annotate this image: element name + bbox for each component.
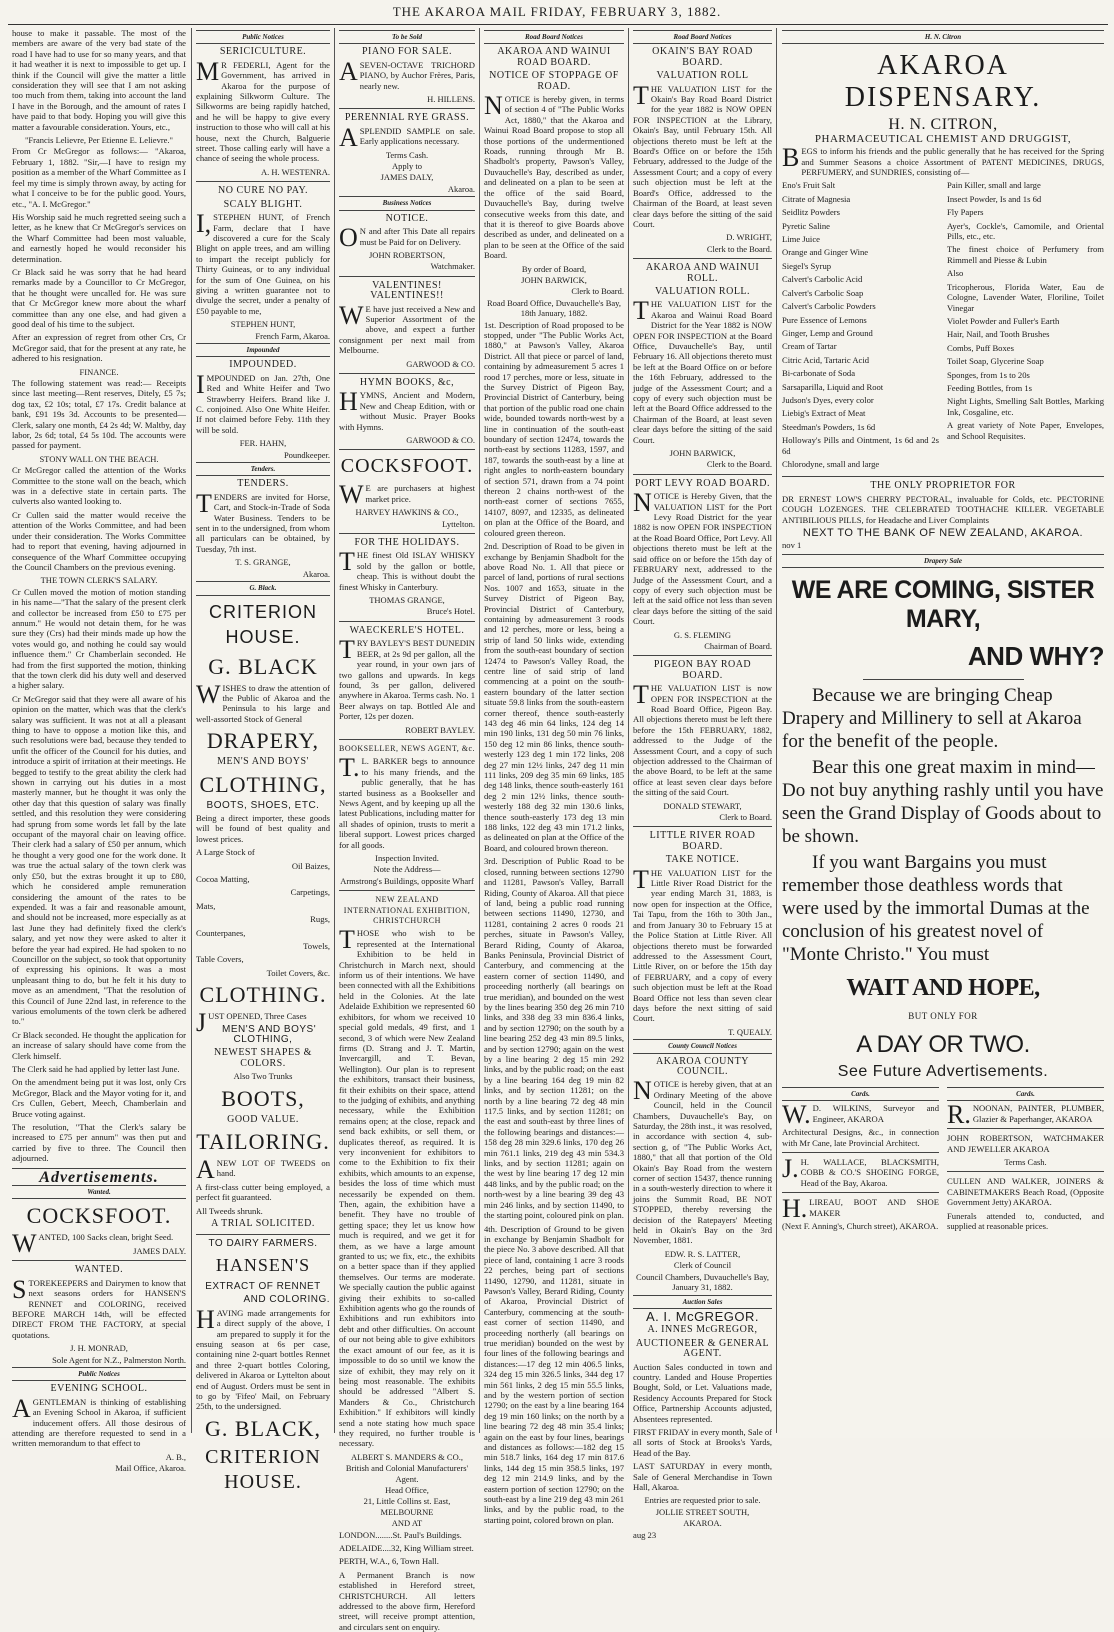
section-label: Road Board Notices (484, 30, 624, 44)
product-item: Combs, Puff Boxes (947, 342, 1014, 353)
stock-item: Towels, (303, 941, 330, 951)
ad-text: LONDON........St. Paul's Buildings. (339, 1529, 462, 1540)
product-list-right (947, 180, 1104, 472)
divider (339, 621, 475, 622)
column-1 (12, 28, 186, 1474)
ad-text: If you want Bargains you must remember those deathless words that were used by the immortal Dumas at the conclusion of his greatest novel of "Monte Christo." You must (782, 852, 1090, 966)
notice-text: Road Board Office, Duvauchelle's Bay, 18th January, 1882. (487, 297, 621, 319)
divider (633, 258, 772, 259)
ad-signature: FER. HAHN, (239, 438, 287, 449)
ad-text: Because we are bringing Cheap Drapery and Millinery to sell at Akaroa for the benefit of the people. (782, 685, 1082, 753)
ad-headline: AKAROA DISPENSARY. (844, 50, 1042, 114)
notice-text: By order of Board, (521, 263, 587, 274)
notice-text: 4th. Description of Ground to be given in exchange by Benjamin Shadbolt for the piece No. 3 above described. All that piece of land, containing 1 acre 3 roods 22 perches, being part of sections 11490, 12790, and 11281, situate in Pawson's Valley, Berard Riding, County of Akaroa, Provincial District of Canterbury, commencing at the south-east corner of section 11490, and proceeding northerly (all bearings on true meridian) bounded on the west by four lines of the following bearings and distances:—17 deg 12 min 406.5 links, 324 deg 15 min 326.5 links, 344 deg 17 min 561 links, 2 deg 15 min 55.5 links, and by the western portion of section 12790; on the east by a line bearing 164 deg 19 min 160 links; on the north by a line bearing 72 deg 48 min 35.4 links; again on the east by four lines, bearings and distances as follows:—182 deg 15 min 518.7 links, 164 deg 17 min 817.6 links, 144 deg 15 min 358.5 links, 197 deg 12 min 214.9 links, and by the eastern portion of section 12790; on the south-east by a line 219 deg 43 min 261 links, and by the public road, to the starting point, colored brown on plan. (484, 1223, 624, 1525)
product-item: Insect Powder, Is and 1s 6d (947, 193, 1042, 204)
ad-text: Also Two Trunks (233, 1071, 293, 1082)
ad-signature: Lyttelton. (442, 518, 475, 529)
ad-heading: BOOKSELLER, NEWS AGENT, &c. (339, 743, 476, 753)
divider (633, 655, 772, 656)
ad-signature: GARWOOD & CO. (406, 435, 475, 445)
ad-headline: COCKSFOOT. (340, 455, 474, 478)
ad-text: Bear this one great maxim in mind—Do not buy anything rashly until you have seen the Grand Display of Goods about to be shown. (782, 757, 1104, 848)
ad-headline: G. BLACK, (205, 1415, 321, 1441)
ad-signature: A. H. WESTENRA. (260, 166, 330, 177)
ad-text: Auction Sales conducted in town and country. Landed and House Properties Bought, Sold, or Let. Valuations made, Residency Accounts Prepared for Stock Office, Partnership Accounts adjusted, Absentees represented. (633, 1361, 772, 1424)
product-item: Steedman's Powders, 1s 6d (782, 421, 876, 432)
ad-heading: EVENING SCHOOL. (50, 1383, 148, 1395)
divider (339, 449, 475, 450)
card: R.NOONAN, PAINTER, PLUMBER, Glazier & Paperhanger, AKAROA (947, 1100, 1104, 1130)
article-paragraph: Cr Cullen said the matter would receive the attention of the Works Committee, and had been under their consideration. The Works Committee had to report that evening, having adjourned in consequence of the Wharf Committee occupying the Council Chambers on the previous evening. (12, 509, 186, 572)
ad-text: WISHES to draw the attention of the Public of Akaroa and the Peninsula to his large and well-assorted Stock of General (196, 679, 330, 724)
stock-item: Carpetings, (290, 887, 330, 898)
ad-heading: EXTRACT OF RENNET (205, 1280, 321, 1292)
ad-heading: NEW ZEALAND INTERNATIONAL EXHIBITION, CHRISTCHURCH (343, 895, 471, 926)
product-item: Ayer's, Cockle's, Camomile, and Oriental Pills, etc., etc. (947, 220, 1104, 242)
ad-heading: FOR THE HOLIDAYS. (354, 537, 460, 549)
column-rule (479, 28, 480, 1433)
notice-heading: VALUATION ROLL (656, 70, 749, 82)
article-paragraph: Cr Black seconded. He thought the application for an increase of salary should have come from the Clerk himself. (12, 1029, 186, 1061)
product-item: Sarsaparilla, Liquid and Root (782, 381, 884, 392)
cards-section (782, 1085, 1104, 1234)
divider (782, 476, 1104, 477)
divider (196, 181, 330, 182)
ad-text: Head Office, (385, 1484, 429, 1495)
ad-text: AND AT (391, 1518, 423, 1529)
divider (633, 826, 772, 827)
notice-text: Council Chambers, Duvauchelle's Bay, January 31, 1882. (636, 1271, 769, 1293)
ad-text: I,STEPHEN HUNT, of French Farm, declare that I have discovered a cure for the Scaly Blight on apple trees, and am willing to impart the receipt publicly for Thirty Guineas, or to any individual for the sum of One Guinea, on his giving a written guarantee not to divulge the secret, under a penalty of £50 payable to me, (196, 209, 330, 316)
card-text: (Next F. Anning's, Church street), AKAROA. (782, 1221, 939, 1232)
ad-headline: CRITERION HOUSE. (209, 601, 317, 647)
product-item: The finest choice of Perfumery from Rimmell and Piesse & Lubin (947, 244, 1104, 265)
product-item: Eno's Fruit Salt (782, 180, 836, 191)
ad-text: ADELAIDE....32, King William street. (339, 1543, 474, 1553)
notice-signature: Clerk to Board. (719, 812, 772, 823)
ad-headline: CRITERION HOUSE. (205, 1445, 321, 1493)
ad-text: TRY BAYLEY'S BEST DUNEDIN BEER, at 2s 9d per gallon, all the year round, in your own jars of two gallons and upwards. In kegs found, 3s per gallon, delivered anywhere in Akaroa. Terms cash. No. 1 Beer always on tap. Bottled Ale and Porter, 12s per dozen. (339, 635, 475, 722)
product-list (782, 180, 1104, 472)
notice-heading: PIGEON BAY ROAD BOARD. (653, 659, 752, 681)
ad-text: AGENTLEMAN is thinking of establishing an Evening School in Akaroa, if sufficient inducement offers. All those desirous of attending are therefore requested to send in a written memorandum to that effect to (12, 1393, 186, 1449)
ad-heading: See Future Advertisements. (837, 1062, 1049, 1080)
subheading: STONY WALL ON THE BEACH. (39, 453, 159, 464)
article-paragraph: Cr McGregor said that they were all aware of his opinion on the matter, which was that the clerk's salary was sufficient. It was not at all a pleasant thing to have to oppose a motion like this, and such resolutions were bad, because they tended to unfit the officer of the Council for his duties, and introduce a spirit of irritation at their meetings. He begged to testify to the great ability the clerk had shown in carrying out his duties in a most masterly manner, but he thought it was only the other day that this question of salary was finally settled, and this resolution they were considering had sprung from some words let fall by the late occupant of the mayoral chair on leaving office. Their clerk had a salary of £50 per annum, which he thought a very good one for the work done. It was true the actual salary of the town clerk was only £50, but the extras brought it up to £80, which he considered ample remuneration considering the amount of the rates to be expended. It was a fair and reasonable amount, and should not be increased, more especially as at last June they had definitely fixed the clerk's salary, and yet now they were asked to alter it before the year had expired. He had spoken to no Councillor on the subject, so took that opportunity of expressing his opinions. It was a most unpleasant thing to do, but he felt it his duty to move as an amendment, "That the resolution of this Council of June 22nd last, in reference to the various emoluments of the town clerk be adhered to." (12, 693, 186, 1027)
stock-item: Rugs, (310, 914, 330, 925)
ad-signature: Mail Office, Akaroa. (115, 1463, 186, 1474)
ad-heading: WAECKERLE'S HOTEL. (349, 624, 465, 636)
ad-text: WANTED, 100 Sacks clean, bright Seed. (12, 1229, 174, 1259)
product-item: Lime Juice (782, 234, 820, 245)
product-item: Toilet Soap, Glycerine Soap (947, 356, 1044, 367)
ad-text: Note the Address— (373, 864, 441, 875)
ad-headline: A. I. McGREGOR. (646, 1308, 759, 1324)
product-item: Pure Essence of Lemons (782, 314, 867, 325)
product-item: Judson's Dyes, every color (782, 394, 874, 405)
notice-heading: VALUATION ROLL. (654, 285, 751, 297)
divider (339, 890, 475, 891)
ad-text: Inspection Invited. (375, 853, 439, 863)
stock-item: Counterpanes, (196, 927, 246, 938)
notice-text: NOTICE is hereby given, in terms of section 4 of "The Public Works Act, 1880," that the Akaroa and Wainui Road Board propose to stop all those portions of the undermentioned Roads, running through Mr B. Shadbolt's property, Pawson's Valley, Duvauchelle's Bay, described as under, and delineated on a plan to be seen at the office of the said Board, Duvauchelle's Bay, during twelve consecutive weeks from this date, and that it is thereof to give Boards above described as under, and delineated on a plan to be seen at the Office of the said Board. (484, 91, 624, 261)
ad-signature: HARVEY HAWKINS & CO., (355, 507, 459, 518)
ad-heading: BOOTS, SHOES, ETC. (206, 799, 320, 811)
ad-text: HAVING made arrangements for a direct supply of the above, I am prepared to supply it for the ensuing season at 6s per case, containing nine 2-quart bottles Rennet and three 2-quart bottles Coloring, delivered in Akaroa or Lyttelton about end of August. Orders must be sent in to go by 'Fifeo' Mail, on February 25th, to the undersigned. (196, 1304, 330, 1412)
ad-headline: DRAPERY, (206, 728, 320, 754)
column-6 (782, 28, 1104, 1433)
cards-left (782, 1085, 939, 1234)
ad-heading: SERICICULTURE. (219, 46, 307, 58)
ad-text: Being a direct importer, these goods will be found of best quality and lowest prices. (196, 812, 330, 844)
ad-signature: Bruce's Hotel. (426, 606, 475, 617)
notice-heading: AKAROA AND WAINUI ROAD BOARD. (497, 46, 611, 68)
ad-text: T.L. BARKER begs to announce to his many friends, and the public generally, that he has started business as a Bookseller and News Agent, and by keeping up all the latest Publications, including matter for all shades of opinion, trusts to merit a liberal support. Lowest prices charged for all goods. (339, 753, 475, 850)
notice-signature: EDW. R. S. LATTER, (664, 1248, 741, 1259)
subheading: THE TOWN CLERK'S SALARY. (40, 575, 158, 586)
ad-signature: GARWOOD & CO. (406, 358, 475, 369)
ad-heading: NO CURE NO PAY. (218, 185, 308, 197)
ad-heading: WANTED. (74, 1264, 124, 1276)
ad-heading: SCALY BLIGHT. (223, 198, 303, 210)
article-paragraph: After an expression of regret from other Crs, Cr McGregor said, that for the present at any rate, he adhered to his resignation. (12, 332, 186, 364)
ad-signature: British and Colonial Manufacturers' Agent. (345, 1463, 469, 1484)
product-item: Chlorodyne, small and large (782, 458, 880, 469)
ad-text: THOSE who wish to be represented at the International Exhibition to be held in Christchurch in March next, should inform us of their intentions. We have been connected with all the Exhibitions held in the Colonies. At the late Adelaide Exhibition we represented 60 exhibitors, for whom we received 10 special gold medals, 49 first, and 1 second, 3 of which were New Zealand firms (D. Strang and J. T. Martin, Invercargill, and T. Bevan, Wellington). Our plan is to represent the exhibitors, transact their business, fit their exhibits on their space, attend to the judging of exhibits, and anything necessary, while the Exhibition remains open; at the close, repack and send back exhibits, or sell them, or duplicates thereof, as required. It is very inconvenient for exhibitors to come to the Exhibition to fix their exhibits, which amounts to an expense, besides the loss of time which must necessarily be expended on them. Then, again, the exhibition have a benefit. They have no trouble of getting space; they let us know how much is required, and we get it for them, as we have a large amount granted to us; we fix, etc., the exhibits on a better space than if they applied themselves. Our terms are moderate. We specially caution the public against giving their exhibits to so-called Exhibition agents who go the rounds of Exhibitions and run exhibitors into debt and other difficulties. On account of our not being able to give exhibitors the exact amount of our fee, as it is impossible to do so until we know the size of exhibit, they may rely on it being most reasonable. The exhibits should be addressed "Albert S. Manders & Co., Christchurch Exhibition." If exhibitors will kindly send a note stating how much space they required, no further trouble is necessary. (339, 925, 475, 1449)
section-label: Public Notices (196, 30, 330, 44)
divider (196, 1234, 330, 1235)
section-label: Public Notices (12, 1367, 186, 1381)
product-item: Bi-carbonate of Soda (782, 368, 856, 379)
product-item: Also (947, 268, 964, 279)
notice-text: NOTICE is Hereby Given, that the VALUATION LIST for the Port Levy Road District for the year 1882 is now OPEN FOR INSPECTION at the Road Board Office, Port Levy. All objections thereto must be left at the said office on or before the 15th day of FEBRUARY next, addressed to the Judge of the Assessment Court, and a copy of every such objection must be left at the said office not less than seven clear days before the sitting of the said Court. (633, 488, 772, 627)
section-label: Business Notices (339, 196, 475, 210)
ad-text: aug 23 (633, 1529, 657, 1540)
product-item: Pain Killer, small and large (947, 180, 1041, 191)
divider (782, 1192, 939, 1193)
article-paragraph: The resolution, "That the Clerk's salary be increased to £75 per annum" was then put and carried by five to three. The Council then adjourned. (12, 1122, 186, 1164)
article-paragraph: The following statement was read:— Receipts since last meeting—Rent reserves, Ditely, £5 7s; dog tax, £2 10s; total, £7 17s. Credit balance at bank, £91 19s 3d. Accounts to be presented—Clerk, salary one month, £4 2s 4d; W. Maltby, day labor, 2s 6d; total, £4 5s 10d. The accounts were passed for payment. (12, 378, 186, 451)
ad-headline: WE ARE COMING, SISTER MARY, (791, 576, 1095, 634)
notice-text: 1st. Description of Road proposed to be stopped, under "The Public Works Act, 1880," at Pawson's Valley, Akaroa District. All that piece or parcel of land, containing by admeasurement 5 acres 1 rood 17 perches, more or less, situate in the Survey District of Pigeon Bay, Provincial District of Canterbury, being that portion of the public road one chain wide, bounded towards north-west by a line in continuation of the south-east boundary of section 12474, towards the north-east by sections 11283, 1597, and 187, towards the south-east by a line at right angles to north-eastern boundary of section 571, drawn from a 74 point thereon 2 chains north-west of the north-east corner of sections 7655, 14107, 8097, and 12335, as delineated on plan at the Office of the Board, and coloured green thereon. (484, 319, 624, 538)
card-text: Architectural Designs, &c., in connection with Mr Cane, late Provincial Architect. (782, 1127, 939, 1148)
ad-heading: A. INNES McGREGOR, (647, 1324, 758, 1336)
notice-signature: JOHN BARWICK, (669, 448, 736, 459)
divider (339, 739, 475, 740)
ad-headline: BOOTS, (221, 1085, 305, 1111)
product-item: Citric Acid, Tartaric Acid (782, 354, 870, 365)
section-label: Road Board Notices (633, 30, 772, 44)
card-text: Terms Cash. (1004, 1157, 1047, 1168)
ad-heading: AND COLORING. (243, 1294, 330, 1306)
product-item: Citrate of Magnesia (782, 193, 851, 204)
section-label: G. Black. (196, 581, 330, 595)
ad-headline: CLOTHING, (199, 771, 327, 797)
ad-signature: Akaroa. (447, 183, 475, 194)
section-label: Cards. (947, 1087, 1104, 1101)
card: J.H. WALLACE, BLACKSMITH, COBB & CO.'S SHOEING FORGE, Head of the Bay, Akaroa. (782, 1154, 939, 1188)
ad-signature: A. B., (165, 1451, 186, 1462)
notice-signature: DONALD STEWART, (663, 800, 742, 811)
product-item: Ginger, Lemp and Ground (782, 327, 873, 338)
product-item: Calvert's Carbolic Powders (782, 301, 876, 312)
ad-text: DR ERNEST LOW'S CHERRY PECTORAL, invaluable for Colds, etc. PECTORINE COUGH LOZENGES. THE CELEBRATED TOOTHACHE KILLER. VEGETABLE ANTIBILIOUS PILLS, for Headache and Liver Complaints (782, 493, 1104, 525)
ad-heading: HYMN BOOKS, &c, (359, 376, 455, 388)
ad-text: JUST OPENED, Three Cases (196, 1008, 307, 1038)
divider (633, 474, 772, 475)
product-item: Fly Papers (947, 207, 984, 218)
signature: "Francis Lelievre, Per Etienne E. Lelievre." (24, 135, 174, 146)
column-4 (484, 28, 624, 1525)
ad-signature: Akaroa. (302, 568, 330, 579)
product-item: Cream of Tartar (782, 341, 837, 352)
ad-heading: NOTICE. (385, 212, 429, 224)
ad-heading: TENDERS. (237, 478, 289, 490)
notice-text: THE VALUATION LIST is now OPEN FOR INSPECTION at the Road Board Office, Pigeon Bay. All objections thereto must be left there before the 15th FEBRUARY, 1882, addressed to the Judge of the Assessment Court, and a copy of such objection addressed to the Chairman of the above Board, to be left at the same office at least seven clear days before the sitting of the said Court. (633, 680, 772, 798)
divider (339, 533, 475, 534)
article-paragraph: Cr Black said he was sorry that he had heard remarks made by a Councillor to Cr McGregor, that he thought were uncalled for. He was sure that Cr McGregor knew more about the wharf committee than any one else, and had given a good deal of his time to the subject. (12, 266, 186, 329)
ad-text: A first-class cutter being employed, a perfect fit guaranteed. (196, 1181, 330, 1203)
advertisements-heading: Advertisements. (39, 1168, 159, 1186)
notice-signature: Clerk to the Board. (706, 243, 772, 254)
ad-text: LAST SATURDAY in every month, Sale of General Merchandise in Town Hall, Akaroa. (633, 1461, 772, 1492)
card: H.LIREAU, BOOT AND SHOE MAKER (782, 1194, 939, 1224)
ad-heading: A TRIAL SOLICITED. (211, 1218, 315, 1230)
column-rule (191, 28, 192, 1433)
notice-heading: LITTLE RIVER ROAD BOARD. (649, 830, 756, 852)
ad-heading: PHARMACEUTICAL CHEMIST AND DRUGGIST, (814, 132, 1072, 145)
ad-heading: MEN'S AND BOYS' (217, 756, 309, 768)
ad-text: PERTH, W.A., 6, Town Hall. (339, 1556, 439, 1567)
ad-text: ANEW LOT OF TWEEDS on hand. (196, 1155, 330, 1185)
divider (12, 1260, 186, 1261)
stock-item: Cocoa Matting, (196, 873, 250, 884)
ad-text: TENDERS are invited for Horse, Cart, and Stock-in-Trade of Soda Water Business. Tenders to be sent in to the undersigned, from whom all particulars can be obtained, by Tuesday, 7th inst. (196, 488, 330, 554)
product-item: Siegel's Syrup (782, 260, 832, 271)
product-item: Hair, Nail, and Tooth Brushes (947, 329, 1050, 340)
ad-signature: JAMES DALY, (380, 172, 434, 183)
column-rule (334, 28, 335, 1433)
notice-text: 3rd. Description of Public Road to be closed, running between sections 12790 and 11281, Pawson's Valley, Barrall Riding, County of Akaroa. All that piece of land, being a public road running between sections 11490, 12730, and 11281, containing 2 acres 0 roods 21 perches, situate in Pawson's Valley, Berard Riding, County of Akaroa, Banks Peninsula, Provincial District of Canterbury, and commencing at the eastern corner of section 11490, and proceeding northerly (all bearings on true meridian), and bounded on the west by the lines bearing 350 deg 26 min 710 links, and 338 deg 33 min 836.4 links, and by section 12790; on the south by a line bearing 252 deg 43 min 89.5 links, and by section 12790; again on the west by a line bearing 2 deg 15 min 292 links, and by the public road; on the east by a line bearing 164 deg 19 min 82 links, and by section 11281; on the north by a line bearing 72 deg 48 min 117.5 links, and by section 11281; on the east and south-east by three lines of the following bearings and distances:—158 deg 28 min 329.6 links, 170 deg 26 min 761.1 links, 219 deg 43 min 534.3 links, and by section 11281; again on the west by line bearing 17 deg 12 min 448 links, and by the public road; on the north-west by a line bearing 39 deg 43 min 246 links, and by section 11490, to the starting point, coloured pink on plan. (484, 856, 624, 1221)
article-paragraph: On the amendment being put it was lost, only Crs McGregor, Black and the Mayor voting for it, and Crs Cullen, Gebert, Meech, Chamberlain and Bruce voting against. (12, 1077, 186, 1119)
ad-heading: VALENTINES! VALENTINES!! (370, 279, 444, 302)
ad-headline: G. BLACK (208, 653, 318, 679)
notice-heading: OKAIN'S BAY ROAD BOARD. (652, 46, 753, 68)
product-item: Sponges, from 1s to 20s (947, 369, 1030, 380)
stock-item: Mats, (196, 900, 216, 911)
ad-text: AKAROA. (683, 1518, 722, 1529)
article-paragraph: house to make it passable. The most of the members are aware of the very bad state of the road I have had to use for so many years, and that it had weather it is next to impossible to get up. I think if the Council will give the matter a little consideration they will see that I am not asking too much from them, taking into account the land I have in the Borough, and the amount of rates I have paid to that body. Hoping you will give this matter a favourable consideration. Yours, etc., (12, 28, 186, 132)
section-label: County Council Notices (633, 1039, 772, 1053)
article-paragraph: From Cr McGregor as follows:— "Akaroa, February 1, 1882. "Sir,—I have to resign my position as a member of the Wharf Committee as I feel my time is simply thrown away, by acting for what I conceive to be for the public good. Yours, etc., "A. I. McGregor." (12, 146, 186, 209)
masthead: THE AKAROA MAIL FRIDAY, FEBRUARY 3, 1882. (392, 4, 722, 19)
stock-item: Oil Baizes, (291, 860, 330, 871)
divider (339, 108, 475, 109)
top-rule (8, 24, 1108, 25)
section-label: Cards. (782, 1087, 939, 1101)
ad-text: nov 1 (782, 540, 802, 551)
notice-text: THE VALUATION LIST for the Okain's Bay Road Board District for the year 1882 is NOW OPEN FOR INSPECTION at the Library, Okain's Bay, until February 15th. All objections thereto must be left at the Board's Office on or before the 15th February, addressed to the Judge of the Assessment Court; and a copy of every such objection must be left at the Board's Office, addressed to the Chairman of the Board, at least seven clear days before the sitting of the said Court. (633, 80, 772, 229)
product-item: Feeding Bottles, from 1s (947, 382, 1032, 393)
ad-text: All Tweeds shrunk. (196, 1205, 263, 1216)
ad-text: A Permanent Branch is now established in Hereford street, CHRISTCHURCH. All letters addressed to the above firm, Hereford street, will receive prompt attention, and circulars sent on enquiry. (339, 1569, 475, 1632)
ad-text: Entries are requested prior to sale. (644, 1495, 761, 1506)
ad-text: Apply to (392, 161, 422, 172)
notice-heading: NOTICE OF STOPPAGE OF ROAD. (489, 70, 619, 92)
ad-heading: H. N. CITRON, (888, 116, 998, 134)
notice-signature: T. QUEALY. (728, 1026, 772, 1037)
notice-signature: Clerk to the Board. (706, 459, 772, 470)
ad-text: Terms Cash. (385, 149, 429, 160)
notice-signature: JOHN BARWICK, (521, 274, 587, 285)
product-item: Violet Powder and Fuller's Earth (947, 315, 1060, 326)
ad-heading: AUCTIONEER & GENERAL AGENT. (635, 1337, 770, 1360)
notice-signature: Clerk of Council (673, 1260, 732, 1271)
ad-signature: Poundkeeper. (283, 449, 330, 460)
ad-text: BEGS to inform his friends and the public generally that he has received for the Spring and Summer Seasons a choice Assortment of PATENT MEDICINES, DRUGS, PERFUMERY, and SUNDRIES, consisting of— (782, 143, 1104, 178)
ad-text: MR FEDERLI, Agent for the Government, has arrived in Akaroa for the purpose of explaining Silkworm Culture. The Silkworms are being rapidly hatched, and he will be happy to give every instruction to those who will call at his house, next the Church, Balguerie street. Those calling early will have a chance of seeing the whole process. (196, 56, 330, 164)
ad-signature: STEPHEN HUNT, (230, 319, 296, 330)
product-item: Orange and Ginger Wine (782, 247, 869, 258)
column-2 (196, 28, 330, 1493)
ad-text: WE are purchasers at highest market price. (339, 480, 475, 510)
divider (339, 276, 475, 277)
card: W.D. WILKINS, Surveyor and Engineer, AKAROA (782, 1100, 939, 1130)
ad-heading: NEWEST SHAPES & COLORS. (214, 1047, 312, 1069)
ad-signature: JAMES DALY. (133, 1245, 186, 1256)
ad-text: ON and after This Date all repairs must be Paid for on Delivery. (339, 223, 475, 253)
notice-heading: AKAROA COUNTY COUNCIL. (656, 1055, 749, 1077)
product-item: Calvert's Carbolic Soap (782, 287, 864, 298)
ad-heading: PIANO FOR SALE. (361, 46, 452, 58)
ad-headline: WAIT AND HOPE, (846, 975, 1040, 1002)
ad-heading: PERENNIAL RYE GRASS. (344, 112, 470, 124)
section-label: Drapery Sale (782, 554, 1104, 568)
product-item: Liebig's Extract of Meat (782, 408, 866, 419)
ad-signature: H. HILLENS. (427, 94, 475, 105)
divider (947, 1171, 1104, 1172)
ad-signature: French Farm, Akaroa. (255, 330, 330, 341)
ad-text: JOLLIE STREET SOUTH, (655, 1506, 750, 1517)
cards-right (947, 1085, 1104, 1234)
column-rule (628, 28, 629, 1433)
stock-item: Table Covers, (196, 954, 244, 965)
article-paragraph: Cr Cullen moved the motion of motion standing in his name—"That the salary of the present clerk and collector be increased from £50 to £75 per annum." He would not detain them, for he was sure they (Crs) had their minds made up how the votes would go, and nothing he could say would influence them." Cr Chamberlain seconded. He had from the first supported the motion, thinking that the town clerk did his duty well and deserved a higher salary. (12, 586, 186, 691)
article-paragraph: Cr McGregor called the attention of the Works Committee to the stone wall on the beach, which was in a defective state in certain parts. The culverts also wanted looking to. (12, 465, 186, 507)
ad-headline: TAILORING. (196, 1129, 330, 1155)
article-paragraph: His Worship said he much regretted seeing such a letter, as he knew that Cr McGregor's services on the Wharf Committee had been most valuable, and earnestly hoped he would reconsider his determination. (12, 211, 186, 264)
notice-heading: TAKE NOTICE. (665, 854, 740, 866)
product-list-left (782, 180, 939, 472)
ad-text: IMPOUNDED on Jan. 27th, One Red and White Heifer and Two Strawberry Heifers. Brand like J. C. conjoined. Also One White Heifer. If not claimed before Feby. 11th they will be sold. (196, 369, 330, 435)
subheading: FINANCE. (79, 366, 119, 377)
ad-text: STOREKEEPERS and Dairymen to know that next seasons orders for HANSEN'S RENNET and COLORING, received BEFORE MARCH 14th, will be effected DIRECT FROM THE FACTORY, at special quotations. (12, 1274, 186, 1340)
ad-text: Armstrong's Buildings, opposite Wharf (340, 875, 474, 886)
product-item: Seidlitz Powders (782, 207, 841, 218)
ad-text: 21, Little Collins st. East, MELBOURNE (363, 1496, 451, 1517)
ad-text: THE finest Old ISLAY WHISKY sold by the gallon or bottle, cheap. This is without doubt the finest Whisky in Canterbury. (339, 547, 475, 592)
card: CULLEN AND WALKER, JOINERS & CABINETMAKERS Beach Road, (Opposite Government Jetty) AKAROA. (947, 1176, 1104, 1208)
product-item: Pyretic Saline (782, 220, 830, 231)
divider (339, 373, 475, 374)
section-label: Wanted. (12, 1185, 186, 1199)
card: JOHN ROBERTSON, WATCHMAKER AND JEWELLER AKAROA (947, 1133, 1104, 1154)
section-label: Impounded (196, 343, 330, 357)
ad-text: WE have just received a New and Superior Assortment of the above, and expect a further consignment per next mail from Melbourne. (339, 300, 475, 356)
card-text: Funerals attended to, conducted, and supplied at reasonable prices. (947, 1210, 1104, 1232)
ad-signature: Sole Agent for N.Z., Palmerston North. (52, 1354, 186, 1365)
column-5 (633, 28, 772, 1540)
product-item: Tricopherous, Florida Water, Eau de Cologne, Lavender Water, Floriline, Toilet Vinegar (947, 281, 1104, 313)
notice-signature: D. WRIGHT, (726, 232, 772, 243)
ad-headline: COCKSFOOT. (26, 1203, 172, 1229)
divider (863, 679, 1024, 680)
ad-signature: T. S. GRANGE, (235, 557, 291, 568)
column-rule (776, 28, 777, 1433)
section-label: Tenders. (196, 462, 330, 476)
ad-signature: J. H. MONRAD, (70, 1343, 128, 1354)
section-label: H. N. Citron (782, 30, 1104, 44)
column-3 (339, 28, 476, 1632)
ad-heading: BUT ONLY FOR (908, 1011, 978, 1022)
ad-signature: Watchmaker. (430, 261, 475, 272)
ad-headline: CLOTHING. (199, 982, 327, 1008)
divider (782, 1152, 939, 1153)
notice-text: THE VALUATION LIST for the Akaroa and Wainui Road Board District for the Year 1882 is NOW OPEN FOR INSPECTION at the Board Office, Duvauchelle's Bay, until February 16. All objections thereto must be left at the Board Office on or before the 16th February, addressed to the judge of the Assessment Court; and a copy of every such objection must be left at the Board Office addressed to the Chairman of the Board, at least seven clear days before the sitting of the said Court. (633, 296, 772, 445)
notice-text: THE VALUATION LIST for the Little River Road District for the year ending March 31, 1883, is now open for inspection at the Office, Tai Tapu, from the 16th to 30th Jan., and from January 30 to February 15 at the Police Station at Little River. All objections thereto must be forwarded addressed to the Assessment Court, Little River, on or before the 15th day of FEBRUARY, and a copy of every such objection must be left at the Road Board Office not less than seven clear days before the next sitting of said Court. (633, 864, 772, 1024)
product-item: Calvert's Carbolic Acid (782, 274, 863, 285)
ad-headline: HANSEN'S (215, 1254, 311, 1275)
section-label: Auction Sales (633, 1295, 772, 1309)
ad-text: FIRST FRIDAY in every month, Sale of all sorts of Stock at Brooks's Yards, Head of the Bay. (633, 1426, 772, 1458)
notice-text: NOTICE is hereby given, that at an Ordinary Meeting of the above Council, held in the Council Chambers, Duvauchelle's Bay, on Saturday, the 28th inst., it was resolved, in accordance with section 4, sub-section g, of "The Public Works Act, 1880," that all that portion of the Old Okain's Bay Road from the western corner of section 15437, thence running in a south-westerly direction to where it joins the Summit Road, BE NOT STOPPED, thereby reversing the decision of the Ratepayers' Meeting held in Okain's Bay on the 3rd November, 1881. (633, 1076, 772, 1246)
stock-item: Toilet Covers, &c. (266, 967, 330, 978)
section-label: To be Sold (339, 30, 475, 44)
ad-heading: MEN'S AND BOYS' CLOTHING, (222, 1023, 317, 1046)
ad-signature: ROBERT BAYLEY. (405, 724, 475, 735)
notice-signature: G. S. FLEMING (673, 629, 732, 640)
ad-headline: AND WHY? (967, 641, 1104, 672)
product-item: A great variety of Note Paper, Envelopes, and School Requisites. (947, 420, 1104, 441)
ad-heading: IMPOUNDED. (229, 359, 297, 371)
ad-signature: ALBERT S. MANDERS & CO., (351, 1451, 463, 1462)
notice-text: 2nd. Description of Road to be given in exchange by Benjamin Shadbolt for the above Road No. 1. All that piece or parcel of land, portions of rural sections Nos. 1007 and 1653, situate in the Survey District of Pigeon Bay, Provincial District of Canterbury, containing by admeasurement 3 roods and 12 perches, more or less, being a strip of land 50 links wide, extending from the south-east boundary of section 12474 to Pawson's Valley Road, the centre line of said strip of land commencing at a point on the south-eastern boundary of the latter section situate 59.8 links from the south-eastern corner thereof, thence south-easterly 143 deg 46 min 64 links, 124 deg 14 min 190 links, 131 deg 50 min 76 links, 150 deg 12 min 86 links, thence south-westerly 123 deg 1 min 172 links, 208 deg 27 min 12½ links, 247 deg 11 min 111 links, 209 deg 35 min 69 links, 185 deg 148 links, thence south-easterly 161 deg 2 min 12½ links, thence south-westerly 188 deg 32 min 130.6 links, thence south-easterly 173 deg 13 min 188 links, 122 deg 43 min 171.2 links, as delineated on plan at the Office of the Board, and coloured brown thereon. (484, 541, 624, 853)
notice-heading: AKAROA AND WAINUI ROLL. (645, 262, 760, 284)
ad-text: ASEVEN-OCTAVE TRICHORD PIANO, by Auchor Frères, Paris, nearly new. (339, 56, 475, 91)
product-item: Holloway's Pills and Ointment, 1s 6d and 2s 6d (782, 435, 939, 456)
ad-signature: THOMAS GRANGE, (369, 595, 445, 606)
notice-signature: Chairman of Board. (704, 640, 772, 651)
product-item: Night Lights, Smelling Salt Bottles, Marking Ink, Cosgaline, etc. (947, 396, 1104, 417)
ad-signature: JOHN ROBERTSON, (369, 249, 445, 260)
ad-text: HYMNS, Ancient and Modern, New and Cheap Edition, with or without Music. Prayer Books with Hymns. (339, 387, 475, 432)
stock-label: A Large Stock of (196, 847, 255, 858)
ad-heading: THE ONLY PROPRIETOR FOR (870, 480, 1016, 492)
notice-heading: PORT LEVY ROAD BOARD. (635, 477, 770, 489)
ad-headline: A DAY OR TWO. (856, 1030, 1030, 1058)
article-paragraph: The Clerk said he had applied by letter last June. (12, 1064, 180, 1074)
ad-heading: TO DAIRY FARMERS. (208, 1237, 318, 1249)
ad-heading: NEXT TO THE BANK OF NEW ZEALAND, AKAROA. (802, 527, 1084, 539)
ad-heading: GOOD VALUE. (227, 1113, 299, 1125)
notice-signature: Clerk to Board. (571, 286, 624, 297)
ad-text: ASPLENDID SAMPLE on sale. Early applications necessary. (339, 122, 475, 152)
